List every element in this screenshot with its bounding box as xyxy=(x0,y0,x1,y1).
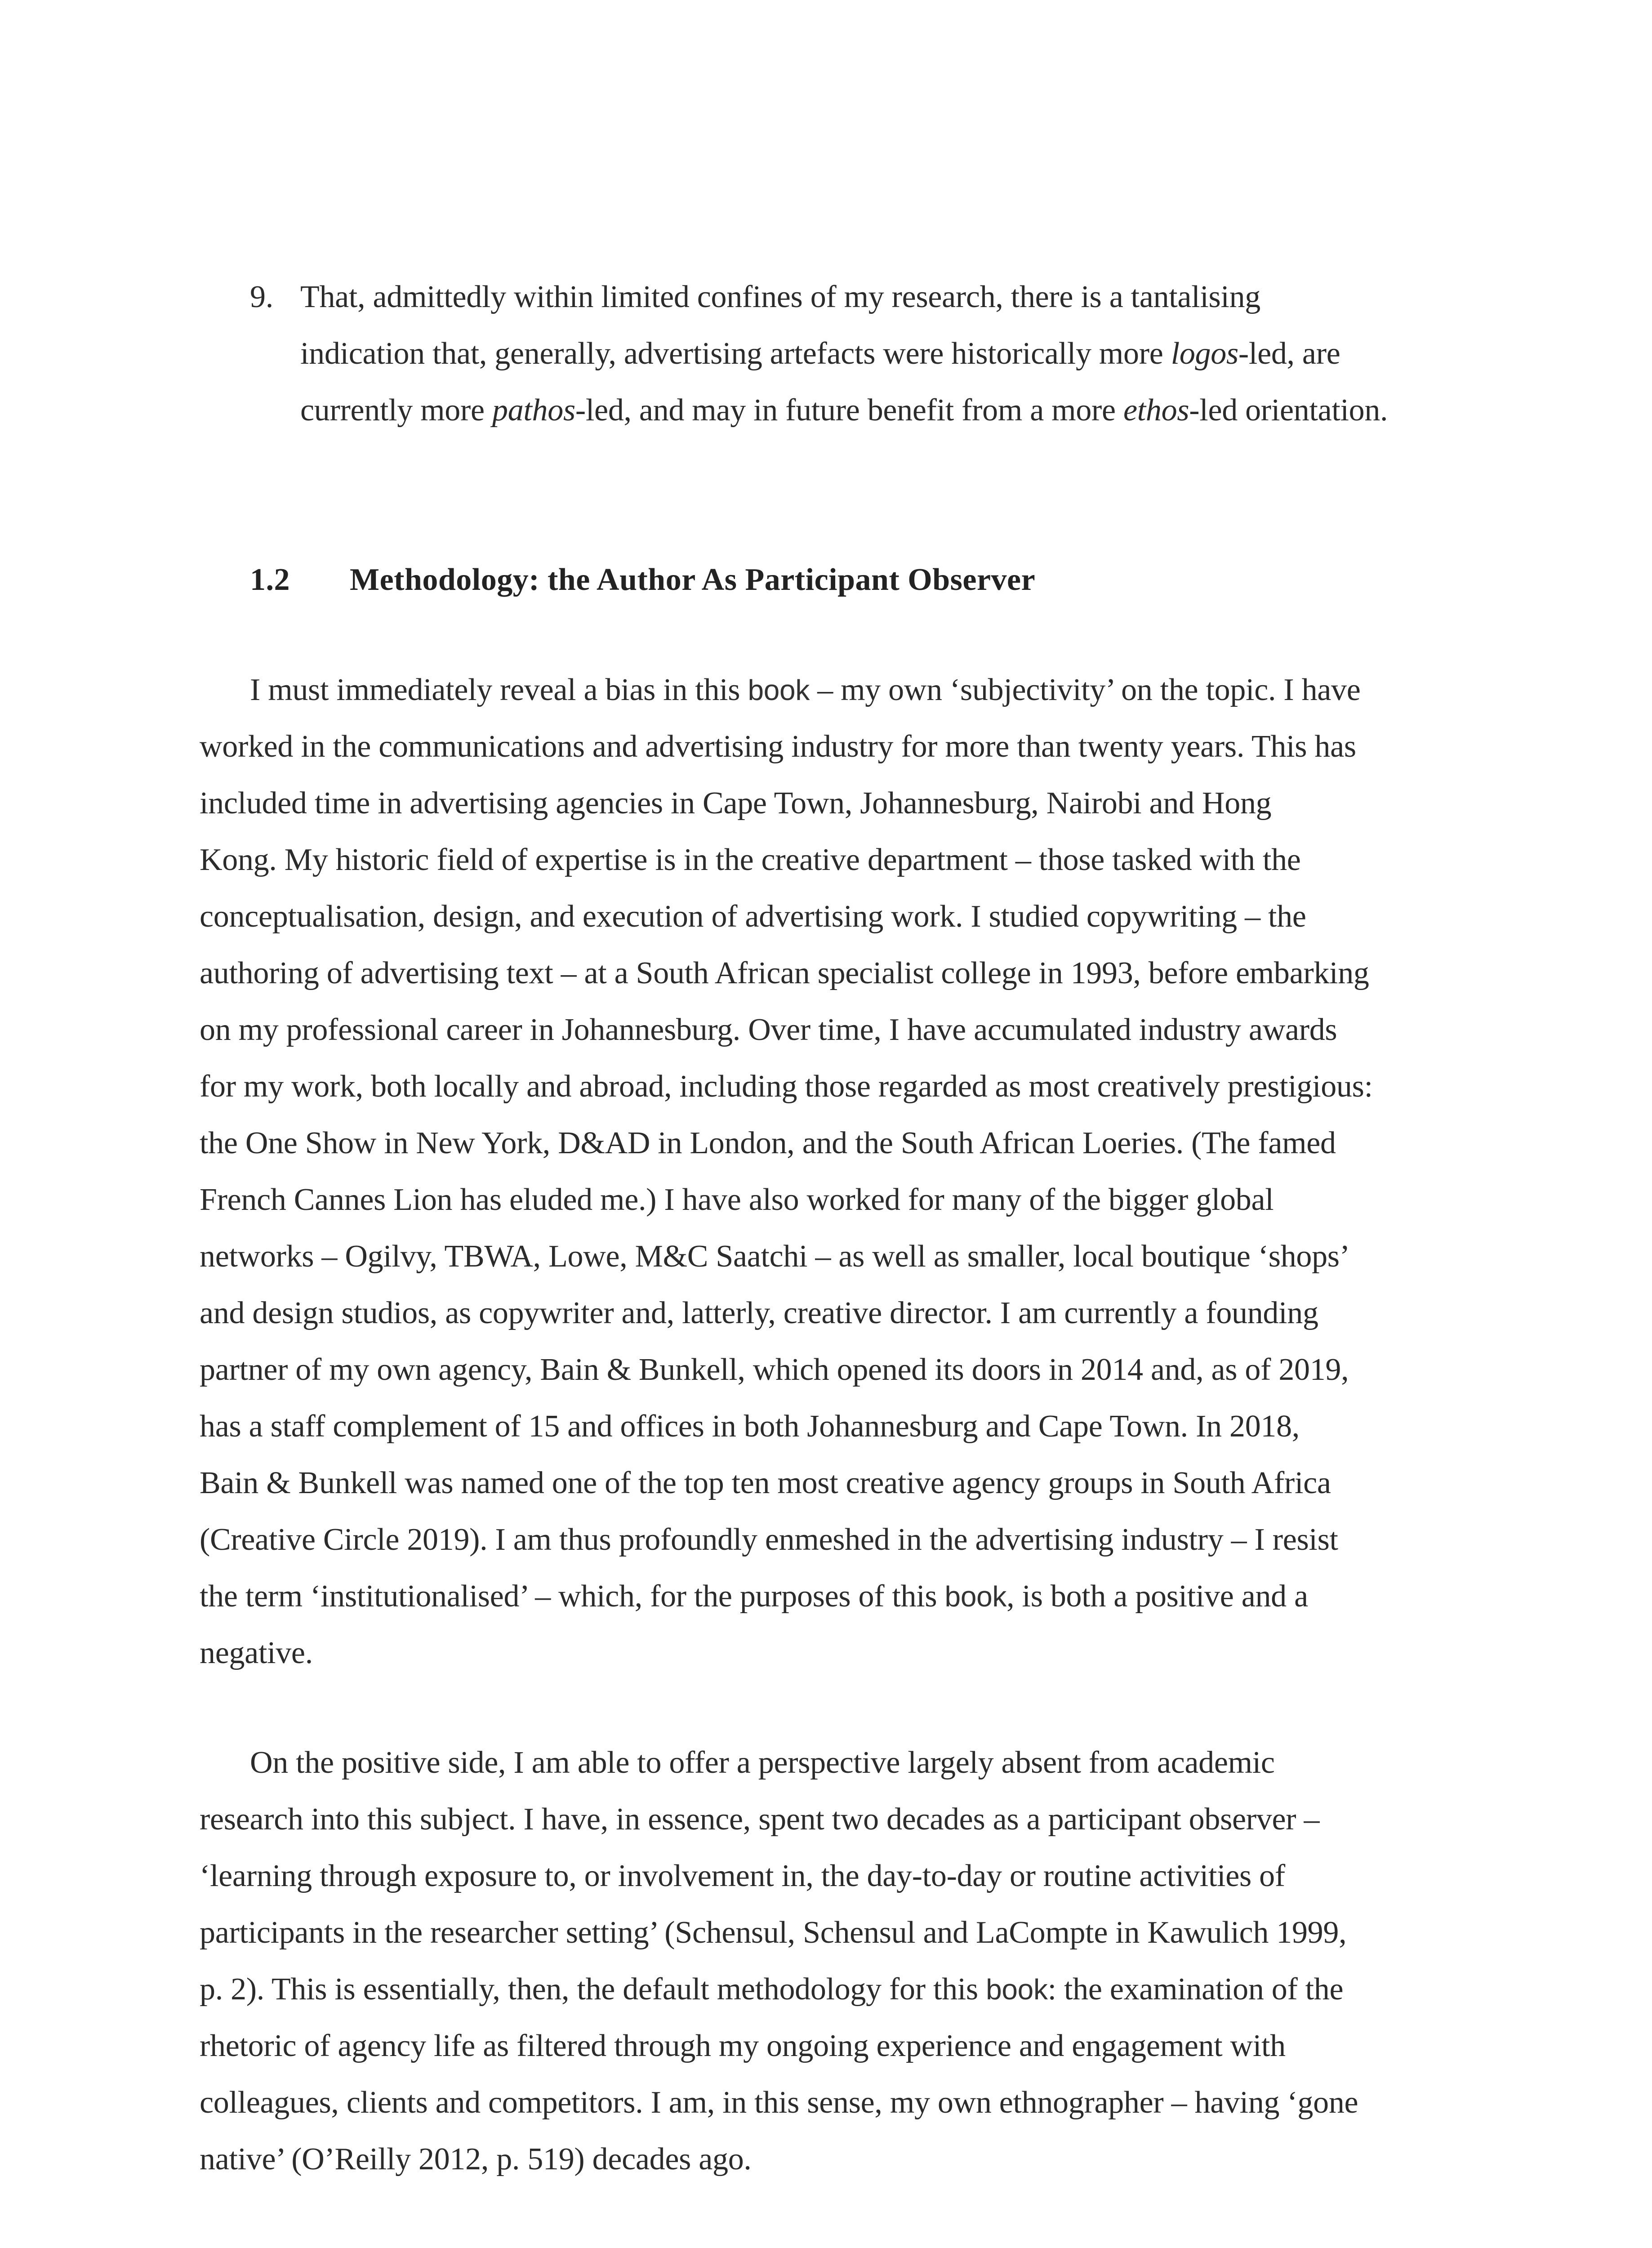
text-line: conceptualisation, design, and execution of advertising work. I studied copywriting – the xyxy=(200,899,1306,934)
text-line: On the positive side, I am able to offer a perspective largely absent from academic xyxy=(250,1745,1275,1780)
text-line: Kong. My historic field of expertise is in the creative department – those tasked with the xyxy=(200,843,1301,877)
section-number: 1.2 xyxy=(250,562,290,597)
text-line: participants in the researcher setting’ (Schensul, Schensul and LaCompte in Kawulich 1999, xyxy=(200,1915,1347,1950)
list-item-text xyxy=(300,269,1514,439)
book-word: book xyxy=(944,1580,1007,1613)
paragraph-author-bias xyxy=(200,662,1458,1682)
text-line: (Creative Circle 2019). I am thus profoundly enmeshed in the advertising industry – I resist xyxy=(200,1522,1338,1557)
italic-term: ethos xyxy=(1123,393,1189,428)
text-line: p. 2). This is essentially, then, the default methodology for this book: the examination of the xyxy=(200,1972,1344,2007)
paragraph-participant-observer xyxy=(200,1735,1458,2188)
list-item-number: 9. xyxy=(250,280,273,314)
text-line: colleagues, clients and competitors. I am, in this sense, my own ethnographer – having ‘gone xyxy=(200,2085,1358,2120)
text-line: native’ (O’Reilly 2012, p. 519) decades ago. xyxy=(200,2142,752,2177)
text-line: partner of my own agency, Bain & Bunkell, which opened its doors in 2014 and, as of 2019, xyxy=(200,1352,1349,1387)
text-line: the One Show in New York, D&AD in London, and the South African Loeries. (The famed xyxy=(200,1126,1336,1160)
text-line: negative. xyxy=(200,1636,313,1670)
text-line: ‘learning through exposure to, or involvement in, the day-to-day or routine activities of xyxy=(200,1859,1285,1893)
text-line: for my work, both locally and abroad, including those regarded as most creatively prestigious: xyxy=(200,1069,1373,1104)
text-line: currently more pathos-led, and may in future benefit from a more ethos-led orientation. xyxy=(300,393,1388,428)
book-word: book xyxy=(748,674,810,706)
text-line: That, admittedly within limited confines of my research, there is a tantalising xyxy=(300,280,1260,314)
section-title: Methodology: the Author As Participant Observer xyxy=(350,562,1036,597)
text-line: has a staff complement of 15 and offices in both Johannesburg and Cape Town. In 2018, xyxy=(200,1409,1300,1444)
book-word: book xyxy=(986,1973,1048,2006)
text-line: on my professional career in Johannesburg. Over time, I have accumulated industry awards xyxy=(200,1012,1337,1047)
text-line: I must immediately reveal a bias in this book – my own ‘subjectivity’ on the topic. I have xyxy=(250,673,1361,707)
text-line: authoring of advertising text – at a South African specialist college in 1993, before embarking xyxy=(200,956,1369,990)
text-line: Bain & Bunkell was named one of the top ten most creative agency groups in South Africa xyxy=(200,1466,1331,1500)
text-line: included time in advertising agencies in Cape Town, Johannesburg, Nairobi and Hong xyxy=(200,786,1272,821)
text-line: networks – Ogilvy, TBWA, Lowe, M&C Saatchi – as well as smaller, local boutique ‘shops’ xyxy=(200,1239,1350,1274)
text-line: research into this subject. I have, in essence, spent two decades as a participant observer – xyxy=(200,1802,1320,1837)
italic-term: pathos xyxy=(492,393,575,428)
text-line: worked in the communications and advertising industry for more than twenty years. This has xyxy=(200,729,1356,764)
text-line: French Cannes Lion has eluded me.) I have also worked for many of the bigger global xyxy=(200,1182,1274,1217)
text-line: indication that, generally, advertising artefacts were historically more logos-led, are xyxy=(300,336,1340,371)
text-line: the term ‘institutionalised’ – which, for the purposes of this book, is both a positive and a xyxy=(200,1579,1308,1614)
text-line: and design studios, as copywriter and, latterly, creative director. I am currently a founding xyxy=(200,1296,1318,1330)
text-line: rhetoric of agency life as filtered through my ongoing experience and engagement with xyxy=(200,2029,1286,2063)
italic-term: logos xyxy=(1171,336,1238,371)
